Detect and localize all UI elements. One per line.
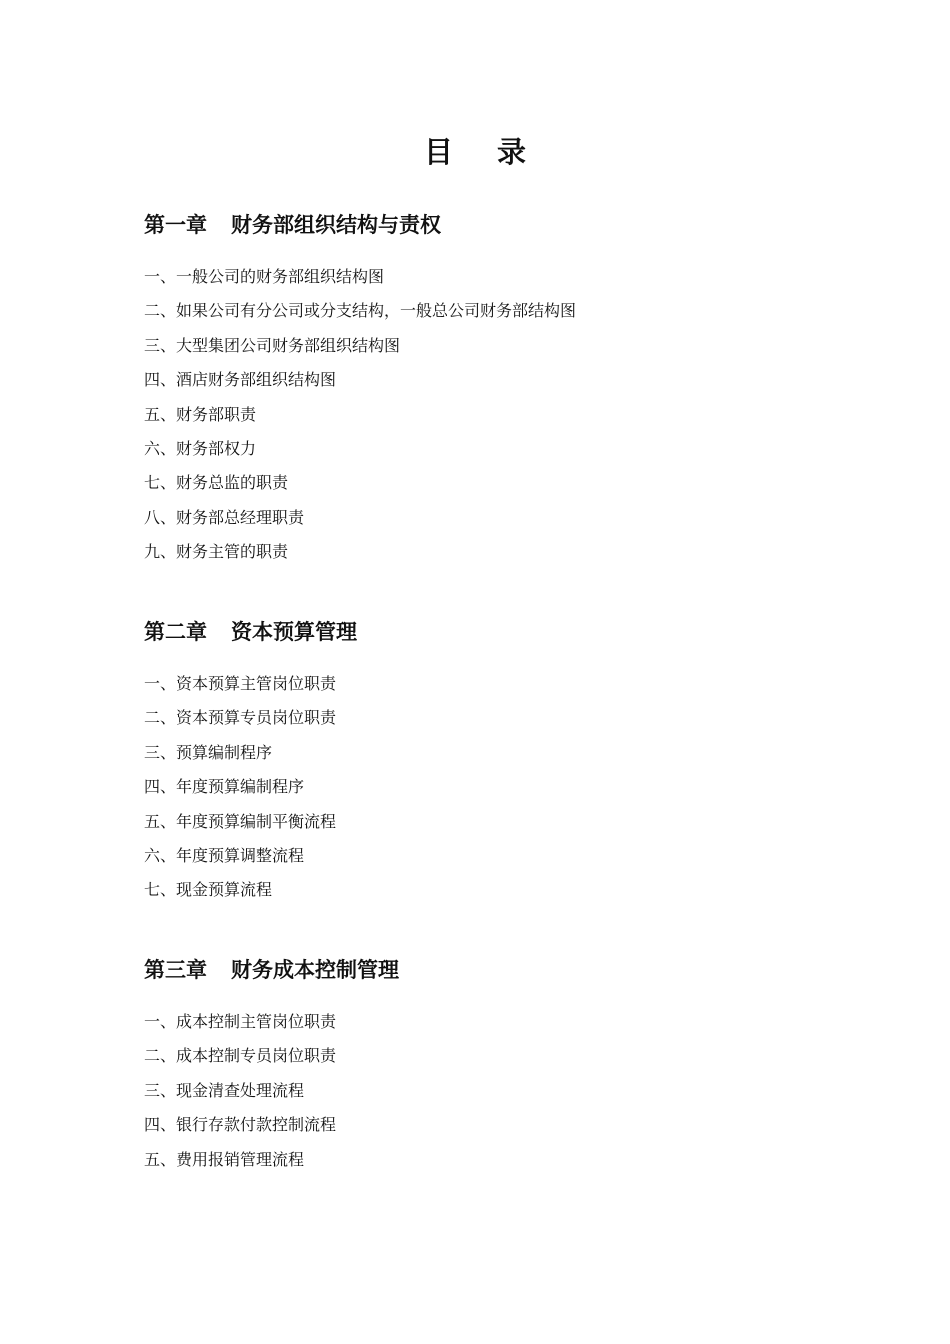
chapter-number: 第二章 (144, 619, 207, 644)
chapter-2 (144, 617, 844, 908)
toc-item: 二、成本控制专员岗位职责 (144, 1046, 337, 1066)
toc-title-left: 目 (423, 135, 453, 169)
chapter-item-list (144, 667, 844, 908)
chapter-heading (144, 955, 844, 985)
toc-item: 七、现金预算流程 (144, 880, 273, 900)
toc-item: 六、年度预算调整流程 (144, 845, 305, 865)
toc-item: 六、财务部权力 (144, 438, 257, 458)
toc-item: 一、资本预算主管岗位职责 (144, 674, 337, 693)
toc-item: 七、财务总监的职责 (144, 473, 289, 493)
toc-item: 九、财务主管的职责 (144, 542, 289, 562)
chapter-number: 第一章 (144, 212, 207, 237)
toc-item: 五、年度预算编制平衡流程 (144, 811, 337, 831)
toc-title-right: 录 (497, 135, 527, 169)
chapter-3 (144, 955, 844, 1177)
chapter-title: 资本预算管理 (231, 619, 357, 644)
toc-item: 二、资本预算专员岗位职责 (144, 708, 337, 728)
toc-item: 四、酒店财务部组织结构图 (144, 370, 337, 390)
chapter-title: 财务成本控制管理 (231, 957, 399, 982)
toc-item: 四、银行存款付款控制流程 (144, 1115, 337, 1135)
chapter-heading (144, 210, 844, 240)
chapter-number: 第三章 (144, 957, 207, 982)
toc-title (0, 132, 950, 172)
chapter-heading (144, 617, 844, 647)
chapter-1 (144, 210, 844, 570)
toc-item: 一、成本控制主管岗位职责 (144, 1012, 337, 1031)
toc-item: 五、费用报销管理流程 (144, 1149, 305, 1169)
toc-item: 三、现金清查处理流程 (144, 1080, 305, 1100)
chapter-title: 财务部组织结构与责权 (231, 212, 441, 237)
chapter-item-list (144, 260, 844, 570)
toc-item: 三、大型集团公司财务部组织结构图 (144, 335, 401, 355)
toc-item: 五、财务部职责 (144, 404, 257, 424)
toc-item: 三、预算编制程序 (144, 742, 273, 762)
toc-item: 四、年度预算编制程序 (144, 777, 305, 797)
chapter-item-list (144, 1005, 844, 1177)
toc-item: 八、财务部总经理职责 (144, 507, 305, 527)
toc-item: 二、如果公司有分公司或分支结构，一般总公司财务部结构图 (144, 301, 577, 321)
toc-item: 一、一般公司的财务部组织结构图 (144, 267, 385, 286)
